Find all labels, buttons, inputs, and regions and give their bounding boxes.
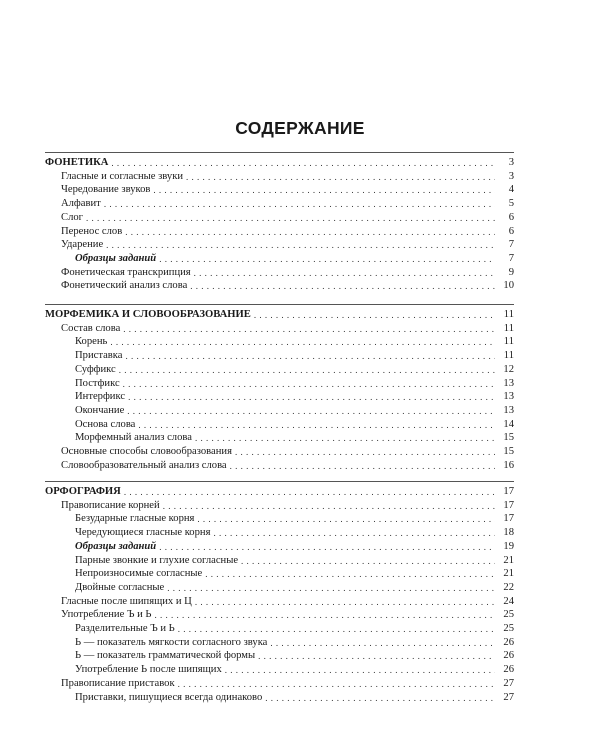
toc-entry-page: 19: [503, 540, 514, 552]
toc-entry-label: Образцы заданий: [75, 252, 157, 264]
toc-entry[interactable]: [45, 362, 514, 376]
toc-entry[interactable]: [45, 566, 514, 580]
toc-entry-page: 3: [508, 157, 514, 168]
toc-entry-page: 21: [503, 568, 514, 580]
toc-entry[interactable]: [45, 430, 514, 444]
toc-entry-label: Словообразовательный анализ слова: [61, 459, 227, 471]
toc-entry-label: Правописание корней: [61, 499, 160, 511]
dot-leader: [110, 336, 495, 348]
dot-leader: [186, 171, 495, 183]
toc-entry-page: 10: [503, 280, 514, 292]
toc-entry[interactable]: [45, 210, 514, 224]
toc-entry[interactable]: [45, 580, 514, 594]
toc-entry-label: ОРФОГРАФИЯ: [45, 486, 121, 497]
dot-leader: [123, 323, 495, 335]
toc-entry-page: 25: [503, 609, 514, 621]
dot-leader: [225, 664, 495, 676]
dot-leader: [125, 350, 495, 362]
toc-entry[interactable]: [45, 169, 514, 183]
dot-leader: [155, 609, 496, 621]
toc-entry-page: 11: [503, 350, 514, 362]
dot-leader: [124, 486, 495, 498]
toc-entry[interactable]: [45, 525, 514, 539]
toc-entry-label: Окончание: [75, 404, 125, 416]
toc-entry-label: Морфемный анализ слова: [75, 432, 192, 444]
toc-entry-label: Суффикс: [75, 363, 116, 375]
toc-entry-page: 15: [503, 446, 514, 457]
dot-leader: [119, 364, 495, 376]
dot-leader: [125, 226, 495, 238]
dot-leader: [111, 157, 495, 169]
toc-entry-label: Алфавит: [61, 198, 101, 210]
toc-entry-label: Правописание приставок: [61, 677, 175, 689]
toc-entry-page: 26: [503, 636, 514, 648]
dot-leader: [127, 405, 495, 417]
toc-entry-label: Фонетическая транскрипция: [61, 266, 191, 278]
toc-entry[interactable]: [45, 251, 514, 265]
toc-entry-page: 11: [503, 322, 514, 334]
page-title: СОДЕРЖАНИЕ: [235, 118, 365, 138]
dot-leader: [205, 568, 495, 580]
toc-entry-page: 27: [503, 691, 514, 703]
dot-leader: [86, 212, 495, 224]
toc-entry[interactable]: [45, 594, 514, 608]
toc-entry-label: Чередование звуков: [61, 184, 151, 196]
toc-entry[interactable]: [45, 196, 514, 210]
toc-entry-page: 17: [503, 499, 514, 511]
toc-entry-label: Безударные гласные корня: [75, 513, 195, 525]
toc-entry-page: 7: [508, 239, 514, 251]
toc-entry[interactable]: [45, 662, 514, 676]
toc-entry-page: 18: [503, 527, 514, 539]
dot-leader: [194, 267, 495, 279]
toc-entry[interactable]: [45, 321, 514, 335]
toc-entry-label: Непроизносимые согласные: [75, 568, 203, 580]
dot-leader: [153, 184, 495, 196]
toc-entry[interactable]: [45, 224, 514, 238]
toc-entry[interactable]: [45, 607, 514, 621]
toc-entry-page: 16: [503, 459, 514, 471]
toc-entry-page: 12: [503, 363, 514, 375]
toc-entry-label: Состав слова: [61, 322, 121, 334]
toc-entry[interactable]: [45, 389, 514, 403]
dot-leader: [235, 446, 495, 458]
dot-leader: [190, 280, 495, 292]
toc-entry[interactable]: [45, 648, 514, 662]
toc-entry-label: Интерфикс: [75, 391, 126, 403]
dot-leader: [178, 678, 495, 690]
toc-entry-page: 11: [503, 336, 514, 348]
toc-entry-label: Гласные после шипящих и Ц: [61, 595, 192, 607]
toc-entry-label: Приставки, пишущиеся всегда одинаково: [75, 691, 263, 703]
dot-leader: [195, 596, 495, 608]
toc-entry[interactable]: [45, 334, 514, 348]
toc-entry-label: Ь — показатель грамматической формы: [75, 650, 256, 662]
dot-leader: [197, 513, 495, 525]
toc-entry-label: Ударение: [61, 239, 104, 251]
toc-entry[interactable]: [45, 539, 514, 553]
dot-leader: [254, 309, 495, 321]
toc-entry[interactable]: [45, 307, 514, 321]
toc-entry-page: 17: [503, 486, 514, 497]
toc-entry-page: 26: [503, 650, 514, 662]
toc-entry-page: 3: [508, 170, 514, 182]
toc-entry-page: 26: [503, 664, 514, 676]
toc-entry-page: 7: [508, 252, 514, 264]
toc-entry-page: 6: [508, 211, 514, 223]
toc-entry-label: Парные звонкие и глухие согласные: [75, 554, 239, 566]
toc-entry-label: Фонетический анализ слова: [61, 280, 188, 292]
toc-entry[interactable]: [45, 484, 514, 498]
toc-entry[interactable]: [45, 278, 514, 292]
toc-entry-page: 25: [503, 623, 514, 634]
toc-entry-page: 14: [503, 418, 514, 430]
dot-leader: [159, 541, 495, 553]
toc-entry[interactable]: [45, 155, 514, 169]
toc-entry-page: 11: [503, 309, 514, 320]
toc-entry[interactable]: [45, 403, 514, 417]
toc-entry-page: 5: [508, 198, 514, 210]
toc-entry-page: 9: [508, 266, 514, 278]
dot-leader: [178, 623, 495, 635]
toc-entry-label: Двойные согласные: [75, 581, 165, 593]
toc-entry[interactable]: [45, 621, 514, 635]
dot-leader: [123, 378, 495, 390]
toc-entry-page: 6: [508, 225, 514, 237]
toc-entry[interactable]: [45, 635, 514, 649]
dot-leader: [258, 650, 495, 662]
toc-entry-label: Разделительные Ъ и Ь: [75, 623, 175, 634]
toc-entry-page: 13: [503, 391, 514, 403]
toc-entry-label: Постфикс: [75, 377, 120, 389]
toc-entry-page: 13: [503, 404, 514, 416]
dot-leader: [265, 692, 495, 704]
section-divider: [45, 152, 514, 153]
toc-entry-page: 17: [503, 513, 514, 525]
dot-leader: [270, 637, 495, 649]
toc-entry-page: 13: [503, 377, 514, 389]
dot-leader: [230, 460, 495, 472]
toc-entry[interactable]: [45, 676, 514, 690]
toc-entry-label: Гласные и согласные звуки: [61, 170, 184, 182]
toc-entry-page: 4: [508, 184, 514, 196]
toc-entry-label: Корень: [75, 336, 108, 348]
toc-entry[interactable]: [45, 376, 514, 390]
toc-entry-label: ФОНЕТИКА: [45, 157, 109, 168]
toc-entry[interactable]: [45, 498, 514, 512]
toc-entry-page: 21: [503, 554, 514, 566]
toc-entry-label: Слог: [61, 211, 83, 223]
toc-entry-label: Основа слова: [75, 418, 136, 430]
toc-entry[interactable]: [45, 511, 514, 525]
toc-entry-label: Ь — показатель мягкости согласного звука: [75, 636, 268, 648]
toc-entry[interactable]: [45, 444, 514, 458]
toc-entry-label: Основные способы словообразования: [61, 446, 232, 457]
toc-entry-label: Чередующиеся гласные корня: [75, 527, 211, 539]
dot-leader: [241, 555, 495, 567]
section-divider: [45, 481, 514, 482]
dot-leader: [138, 419, 495, 431]
toc-entry[interactable]: [45, 237, 514, 251]
dot-leader: [195, 432, 495, 444]
dot-leader: [159, 253, 495, 265]
dot-leader: [104, 198, 495, 210]
toc-entry-label: Образцы заданий: [75, 540, 157, 552]
toc-entry[interactable]: [45, 417, 514, 431]
toc-entry[interactable]: [45, 458, 514, 472]
toc-entry-page: 24: [503, 595, 514, 607]
dot-leader: [163, 500, 495, 512]
section-divider: [45, 304, 514, 305]
dot-leader: [213, 527, 495, 539]
toc-entry[interactable]: [45, 265, 514, 279]
dot-leader: [106, 239, 495, 251]
dot-leader: [167, 582, 495, 594]
toc-entry-label: МОРФЕМИКА И СЛОВООБРАЗОВАНИЕ: [45, 309, 251, 320]
toc-entry-label: Употребление Ь после шипящих: [75, 664, 222, 676]
dot-leader: [128, 391, 495, 403]
toc-entry[interactable]: [45, 182, 514, 196]
toc-entry-page: 22: [503, 581, 514, 593]
toc-entry-page: 27: [503, 677, 514, 689]
toc-entry[interactable]: [45, 553, 514, 567]
toc-entry-label: Приставка: [75, 350, 123, 362]
toc-entry-page: 15: [503, 432, 514, 444]
toc-entry-label: Употребление Ъ и Ь: [61, 609, 152, 621]
toc-entry-label: Перенос слов: [61, 225, 123, 237]
toc-entry[interactable]: [45, 690, 514, 704]
toc-entry[interactable]: [45, 348, 514, 362]
